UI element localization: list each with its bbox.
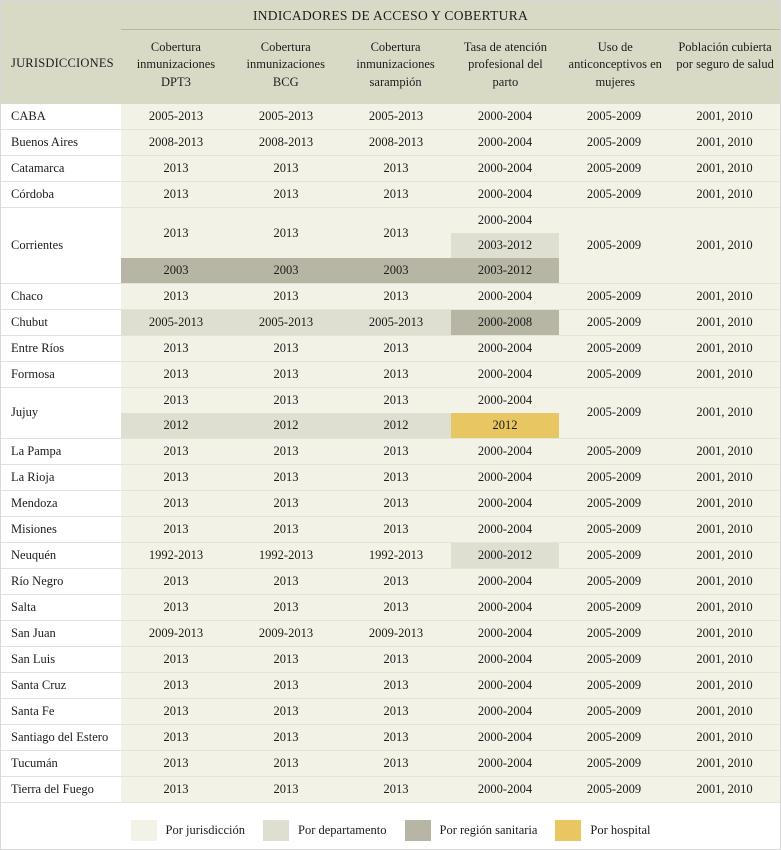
header-col-seguro: Población cubierta por seguro de salud: [670, 29, 780, 87]
data-cell: 2001, 2010: [669, 646, 780, 672]
data-cell: 2005-2009: [559, 335, 669, 361]
jurisdiction-cell: Santiago del Estero: [1, 724, 121, 750]
data-cell: 2005-2009: [559, 776, 669, 802]
data-cell: 2000-2004: [451, 181, 559, 207]
data-cell: 2013: [121, 724, 231, 750]
data-cell: 2001, 2010: [669, 776, 780, 802]
data-cell: 2013: [121, 181, 231, 207]
data-cell: 2013: [341, 335, 451, 361]
data-cell: 2013: [231, 698, 341, 724]
jurisdiction-cell: Chubut: [1, 309, 121, 335]
data-cell: 2008-2013: [121, 129, 231, 155]
table-row: [1, 542, 780, 568]
legend-item: [131, 820, 246, 841]
data-cell: 2000-2004: [451, 155, 559, 181]
data-cell: [231, 207, 341, 283]
data-cell: 2005-2009: [559, 283, 669, 309]
jurisdiction-cell: Buenos Aires: [1, 129, 121, 155]
data-cell: 2005-2009: [559, 181, 669, 207]
table-row: [1, 698, 780, 724]
data-cell: 2001, 2010: [669, 283, 780, 309]
data-subcell: 2003: [341, 258, 451, 283]
header-col-sarampion: Cobertura inmunizaciones sarampión: [341, 29, 451, 104]
data-cell: 2000-2004: [451, 724, 559, 750]
legend-item: [405, 820, 538, 841]
jurisdiction-cell: CABA: [1, 104, 121, 130]
legend-item: [263, 820, 387, 841]
header-columns-row: [1, 29, 780, 104]
jurisdiction-cell: San Luis: [1, 646, 121, 672]
data-cell: 2005-2009: [559, 129, 669, 155]
data-cell: 2013: [341, 594, 451, 620]
data-cell: 2013: [231, 672, 341, 698]
data-cell: 2000-2004: [451, 464, 559, 490]
table-row: [1, 207, 780, 283]
data-subcell: 2013: [231, 208, 341, 258]
data-cell: 2013: [341, 646, 451, 672]
data-cell: 2001, 2010: [669, 750, 780, 776]
header-col-parto: Tasa de atención profesional del parto: [450, 29, 560, 104]
jurisdiction-cell: Catamarca: [1, 155, 121, 181]
data-subcell: 2003-2012: [451, 233, 559, 258]
data-cell: 2001, 2010: [669, 516, 780, 542]
jurisdiction-cell: Tucumán: [1, 750, 121, 776]
data-subcell: 2013: [231, 388, 341, 413]
data-cell: 2000-2004: [451, 750, 559, 776]
data-cell: 2001, 2010: [669, 129, 780, 155]
data-cell: 2005-2009: [559, 750, 669, 776]
data-cell: 1992-2013: [121, 542, 231, 568]
table-row: [1, 335, 780, 361]
legend-label: Por región sanitaria: [439, 822, 538, 837]
data-cell: 2000-2004: [451, 129, 559, 155]
data-cell: 2001, 2010: [669, 181, 780, 207]
table-row: [1, 129, 780, 155]
indicators-table: [1, 104, 780, 803]
data-cell: 2013: [231, 490, 341, 516]
legend: [1, 803, 780, 841]
data-cell: 2013: [341, 490, 451, 516]
data-cell: 2005-2009: [559, 672, 669, 698]
data-cell: 2013: [121, 568, 231, 594]
jurisdiction-cell: Río Negro: [1, 568, 121, 594]
data-cell: 2009-2013: [341, 620, 451, 646]
data-cell: 2000-2004: [451, 672, 559, 698]
data-cell: 2001, 2010: [669, 155, 780, 181]
table-row: [1, 155, 780, 181]
data-cell: 2008-2013: [231, 129, 341, 155]
table-row: [1, 724, 780, 750]
table-row: [1, 750, 780, 776]
data-cell: 2000-2004: [451, 646, 559, 672]
table-row: [1, 438, 780, 464]
data-cell: 2000-2004: [451, 104, 559, 130]
data-cell: 2013: [341, 776, 451, 802]
jurisdiction-cell: Chaco: [1, 283, 121, 309]
data-cell: 2013: [231, 724, 341, 750]
data-cell: 2013: [231, 155, 341, 181]
data-cell: 2013: [121, 516, 231, 542]
legend-swatch-icon: [405, 820, 431, 841]
table-row: [1, 594, 780, 620]
jurisdiction-cell: Jujuy: [1, 387, 121, 438]
data-cell: 2005-2009: [559, 594, 669, 620]
data-cell: 2013: [121, 750, 231, 776]
data-cell: 2013: [121, 490, 231, 516]
data-cell: 2001, 2010: [669, 309, 780, 335]
data-cell: 2005-2009: [559, 155, 669, 181]
data-cell: 2001, 2010: [669, 335, 780, 361]
data-cell: 2001, 2010: [669, 698, 780, 724]
data-subcell: 2003-2012: [451, 258, 559, 283]
data-cell: 2005-2009: [559, 698, 669, 724]
data-cell: 2013: [231, 464, 341, 490]
data-cell: 2000-2004: [451, 776, 559, 802]
data-cell: 2005-2009: [559, 104, 669, 130]
legend-label: Por departamento: [298, 822, 387, 837]
header-col-bcg: Cobertura inmunizaciones BCG: [231, 29, 341, 104]
data-subcell: 2003: [121, 258, 231, 283]
table-header: [1, 1, 780, 104]
data-cell: 2001, 2010: [669, 672, 780, 698]
table-row: [1, 776, 780, 802]
table-row: [1, 309, 780, 335]
table-row: [1, 672, 780, 698]
data-cell: 2005-2013: [231, 309, 341, 335]
data-cell: 2001, 2010: [669, 568, 780, 594]
table-row: [1, 568, 780, 594]
data-subcell: 2013: [341, 388, 451, 413]
data-cell: 2013: [121, 155, 231, 181]
data-cell: 2005-2013: [121, 104, 231, 130]
data-cell: 2013: [231, 516, 341, 542]
header-col-anticonceptivos: Uso de anticonceptivos en mujeres: [560, 29, 670, 104]
jurisdiction-cell: Santa Fe: [1, 698, 121, 724]
table-row: [1, 646, 780, 672]
data-cell: 2013: [341, 283, 451, 309]
data-subcell: 2000-2004: [451, 388, 559, 413]
data-cell: 2000-2004: [451, 438, 559, 464]
data-cell: 2005-2009: [559, 438, 669, 464]
data-cell: 2013: [341, 724, 451, 750]
jurisdiction-cell: La Pampa: [1, 438, 121, 464]
jurisdiction-cell: Neuquén: [1, 542, 121, 568]
data-cell: 2013: [231, 361, 341, 387]
data-subcell: 2013: [341, 208, 451, 258]
data-cell: 2005-2013: [231, 104, 341, 130]
data-cell: 2013: [341, 516, 451, 542]
table-row: [1, 620, 780, 646]
data-cell: 2013: [121, 776, 231, 802]
data-cell: 2000-2004: [451, 568, 559, 594]
data-cell: 2000-2004: [451, 516, 559, 542]
data-cell: 2005-2009: [559, 207, 669, 283]
legend-swatch-icon: [131, 820, 157, 841]
data-cell: 2013: [231, 181, 341, 207]
legend-item: [555, 820, 650, 841]
data-cell: 2013: [341, 698, 451, 724]
data-cell: 2000-2004: [451, 698, 559, 724]
table-row: [1, 283, 780, 309]
data-cell: 2009-2013: [121, 620, 231, 646]
data-cell: 2013: [121, 594, 231, 620]
data-cell: 2000-2004: [451, 620, 559, 646]
data-cell: 2013: [341, 181, 451, 207]
data-cell: 2001, 2010: [669, 438, 780, 464]
data-cell: 2013: [341, 361, 451, 387]
data-cell: 2013: [121, 335, 231, 361]
data-cell: 2000-2008: [451, 309, 559, 335]
table-row: [1, 387, 780, 438]
data-cell: 2000-2004: [451, 361, 559, 387]
legend-label: Por jurisdicción: [165, 822, 246, 837]
data-cell: 1992-2013: [231, 542, 341, 568]
data-cell: 2005-2009: [559, 361, 669, 387]
data-cell: 2005-2013: [341, 309, 451, 335]
data-subcell: 2012: [231, 413, 341, 438]
data-cell: 2013: [341, 568, 451, 594]
data-cell: 2001, 2010: [669, 594, 780, 620]
data-cell: 2005-2009: [559, 490, 669, 516]
data-cell: 2013: [231, 594, 341, 620]
data-subcell: 2000-2004: [451, 208, 559, 233]
legend-swatch-icon: [555, 820, 581, 841]
data-cell: 2009-2013: [231, 620, 341, 646]
data-cell: 2001, 2010: [669, 724, 780, 750]
table-row: [1, 104, 780, 130]
data-cell: 2005-2009: [559, 516, 669, 542]
data-cell: 2013: [231, 646, 341, 672]
legend-label: Por hospital: [590, 822, 651, 837]
data-cell: 2013: [121, 646, 231, 672]
data-cell: 2000-2004: [451, 335, 559, 361]
data-cell: 2000-2004: [451, 594, 559, 620]
data-cell: 2005-2009: [559, 620, 669, 646]
data-cell: 2001, 2010: [669, 490, 780, 516]
jurisdiction-cell: San Juan: [1, 620, 121, 646]
data-cell: [341, 207, 451, 283]
data-subcell: 2012: [451, 413, 559, 438]
jurisdiction-cell: Misiones: [1, 516, 121, 542]
header-jurisdicciones: JURISDICCIONES: [11, 56, 114, 70]
data-cell: 2013: [121, 672, 231, 698]
data-cell: 2001, 2010: [669, 361, 780, 387]
jurisdiction-cell: La Rioja: [1, 464, 121, 490]
data-cell: 2013: [341, 464, 451, 490]
table-row: [1, 464, 780, 490]
data-cell: 2005-2009: [559, 724, 669, 750]
data-cell: 2013: [231, 438, 341, 464]
data-subcell: 2013: [121, 388, 231, 413]
data-cell: 2005-2009: [559, 464, 669, 490]
data-cell: 2013: [121, 361, 231, 387]
data-cell: [121, 387, 231, 438]
legend-swatch-icon: [263, 820, 289, 841]
data-cell: 2001, 2010: [669, 104, 780, 130]
data-cell: 2005-2009: [559, 542, 669, 568]
data-cell: 1992-2013: [341, 542, 451, 568]
page-title: INDICADORES DE ACCESO Y COBERTURA: [252, 8, 529, 23]
data-cell: 2008-2013: [341, 129, 451, 155]
data-cell: 2013: [231, 776, 341, 802]
table-row: [1, 181, 780, 207]
data-cell: [451, 207, 559, 283]
table-row: [1, 361, 780, 387]
data-cell: 2001, 2010: [669, 620, 780, 646]
data-subcell: 2003: [231, 258, 341, 283]
data-cell: 2013: [121, 464, 231, 490]
data-cell: 2000-2004: [451, 283, 559, 309]
data-cell: 2005-2009: [559, 646, 669, 672]
jurisdiction-cell: Salta: [1, 594, 121, 620]
data-cell: [451, 387, 559, 438]
data-cell: [121, 207, 231, 283]
data-cell: [341, 387, 451, 438]
jurisdiction-cell: Corrientes: [1, 207, 121, 283]
data-cell: 2013: [341, 438, 451, 464]
data-cell: 2001, 2010: [669, 542, 780, 568]
data-cell: [231, 387, 341, 438]
data-cell: 2013: [231, 283, 341, 309]
data-cell: 2005-2013: [341, 104, 451, 130]
data-cell: 2005-2009: [559, 568, 669, 594]
data-cell: 2013: [231, 568, 341, 594]
data-cell: 2000-2012: [451, 542, 559, 568]
jurisdiction-cell: Tierra del Fuego: [1, 776, 121, 802]
data-cell: 2001, 2010: [669, 464, 780, 490]
jurisdiction-cell: Mendoza: [1, 490, 121, 516]
data-cell: 2013: [121, 283, 231, 309]
data-cell: 2000-2004: [451, 490, 559, 516]
data-cell: 2005-2009: [559, 309, 669, 335]
data-cell: 2013: [121, 438, 231, 464]
data-cell: 2001, 2010: [669, 207, 780, 283]
data-cell: 2013: [341, 672, 451, 698]
header-col-dpt3: Cobertura inmunizaciones DPT3: [121, 29, 231, 104]
data-cell: 2013: [231, 750, 341, 776]
jurisdiction-cell: Santa Cruz: [1, 672, 121, 698]
data-cell: 2013: [341, 155, 451, 181]
table-body: [1, 104, 780, 803]
data-cell: 2013: [341, 750, 451, 776]
data-subcell: 2013: [121, 208, 231, 258]
jurisdiction-cell: Córdoba: [1, 181, 121, 207]
jurisdiction-cell: Entre Ríos: [1, 335, 121, 361]
data-subcell: 2012: [121, 413, 231, 438]
jurisdiction-cell: Formosa: [1, 361, 121, 387]
data-cell: 2001, 2010: [669, 387, 780, 438]
data-cell: 2013: [121, 698, 231, 724]
table-row: [1, 516, 780, 542]
data-subcell: 2012: [341, 413, 451, 438]
data-cell: 2005-2013: [121, 309, 231, 335]
data-cell: 2005-2009: [559, 387, 669, 438]
table-row: [1, 490, 780, 516]
data-cell: 2013: [231, 335, 341, 361]
